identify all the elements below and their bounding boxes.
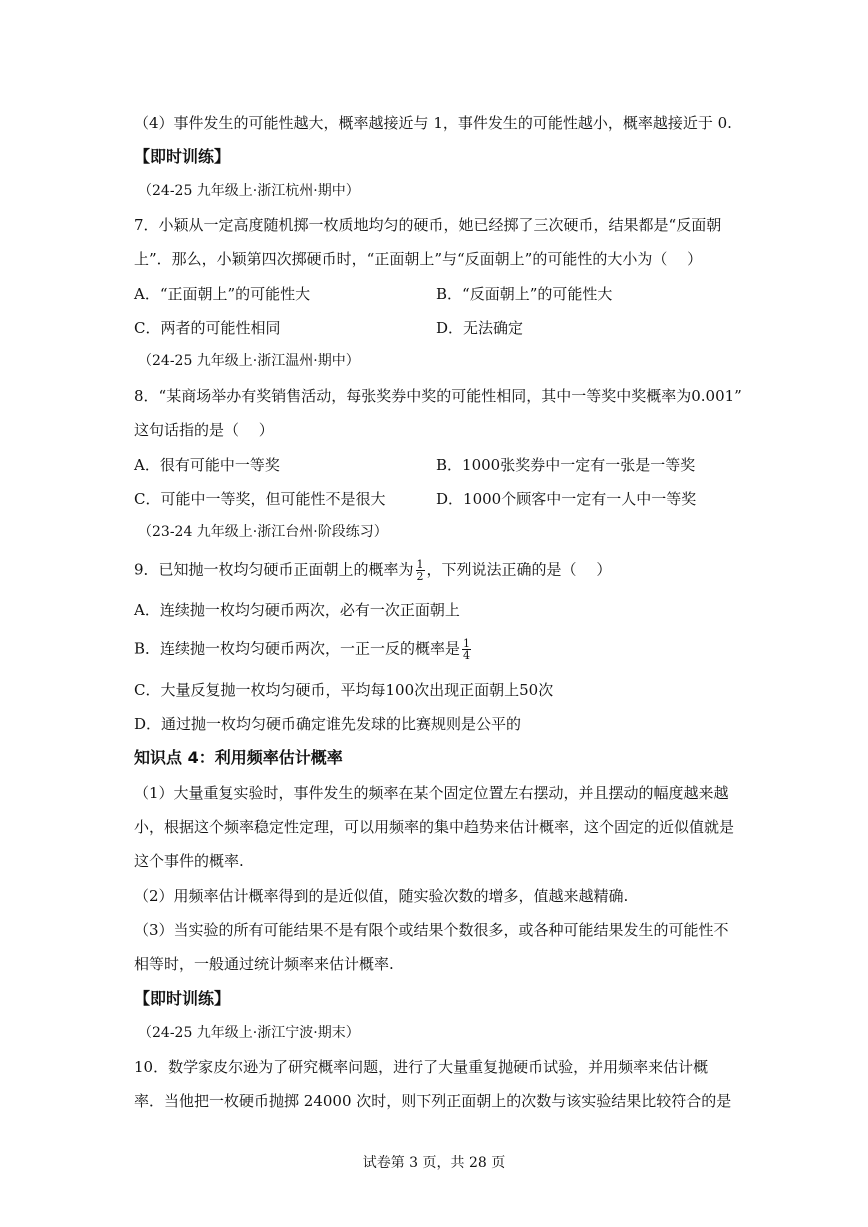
q10-stem-line2: 率．当他把一枚硬币抛掷 24000 次时，则下列正面朝上的次数与该实验结果比较符合的是 (134, 1092, 732, 1110)
kp4-paragraph-2: （2）用频率估计概率得到的是近似值，随实验次数的增多，值越来越精确. (134, 887, 629, 905)
q7-option-d: D．无法确定 (436, 319, 524, 337)
kp4-paragraph-1-line1: （1）大量重复实验时，事件发生的频率在某个固定位置左右摆动，并且摆动的幅度越来越 (134, 784, 729, 802)
q9-option-b-fraction (462, 638, 471, 661)
q9-option-b-denominator: 4 (463, 649, 471, 662)
q9-option-d: D．通过抛一枚均匀硬币确定谁先发球的比赛规则是公平的 (134, 715, 522, 733)
q7-stem-line2: 上”．那么，小颖第四次掷硬币时，“正面朝上”与“反面朝上”的可能性的大小为（ ） (134, 250, 703, 268)
q8-option-a: A．很有可能中一等奖 (134, 456, 280, 474)
q8-stem-line2: 这句话指的是（ ） (134, 421, 274, 439)
q9-option-b-numerator: 1 (463, 637, 471, 650)
kp4-paragraph-3-line2: 相等时，一般通过统计频率来估计概率. (134, 955, 394, 973)
knowledge-point-4-title: 知识点 4：利用频率估计概率 (134, 748, 343, 767)
q8-option-b: B．1000张奖券中一定有一张是一等奖 (436, 456, 696, 474)
q9-fraction (416, 559, 425, 582)
intro-paragraph-4: （4）事件发生的可能性越大，概率越接近与 1，事件发生的可能性越小，概率越接近于 0. (134, 114, 732, 132)
q9-source: （23-24 九年级上·浙江台州·阶段练习） (138, 524, 388, 540)
page-footer: 试卷第 3 页，共 28 页 (362, 1155, 506, 1171)
practice-heading-1: 【即时训练】 (134, 147, 231, 166)
kp4-paragraph-1-line2: 小，根据这个频率稳定性定理，可以用频率的集中趋势来估计概率，这个固定的近似值就是 (134, 818, 735, 836)
practice-heading-2: 【即时训练】 (134, 989, 231, 1008)
kp4-paragraph-3-line1: （3）当实验的所有可能结果不是有限个或结果个数很多，或各种可能结果发生的可能性不 (134, 921, 729, 939)
q8-stem-line1: 8．“某商场举办有奖销售活动，每张奖券中奖的可能性相同，其中一等奖中奖概率为0.001” (134, 387, 742, 405)
q10-source: （24-25 九年级上·浙江宁波·期末） (138, 1025, 360, 1041)
q8-option-c: C．可能中一等奖，但可能性不是很大 (134, 490, 386, 508)
q7-option-c: C．两者的可能性相同 (134, 319, 281, 337)
q9-option-c: C．大量反复抛一枚均匀硬币，平均每100次出现正面朝上50次 (134, 681, 554, 699)
q9-fraction-denominator: 2 (416, 570, 424, 583)
q8-source: （24-25 九年级上·浙江温州·期中） (138, 353, 360, 369)
q9-option-b-text: B．连续抛一枚均匀硬币两次，一正一反的概率是 (134, 639, 461, 658)
q9-option-b (134, 638, 473, 661)
q7-option-a: A．“正面朝上”的可能性大 (134, 285, 311, 303)
q7-option-b: B．“反面朝上”的可能性大 (436, 285, 613, 303)
q9-option-a: A．连续抛一枚均匀硬币两次，必有一次正面朝上 (134, 601, 460, 619)
q9-stem (134, 559, 611, 582)
q7-stem-line1: 7．小颖从一定高度随机掷一枚质地均匀的硬币，她已经掷了三次硬币，结果都是“反面朝 (134, 216, 722, 234)
q10-stem-line1: 10．数学家皮尔逊为了研究概率问题，进行了大量重复抛硬币试验，并用频率来估计概 (134, 1058, 709, 1076)
q7-source: （24-25 九年级上·浙江杭州·期中） (138, 183, 360, 199)
q8-option-d: D．1000个顾客中一定有一人中一等奖 (436, 490, 697, 508)
q9-fraction-numerator: 1 (416, 558, 424, 571)
q9-stem-text: 9．已知抛一枚均匀硬币正面朝上的概率为 (134, 560, 414, 579)
kp4-paragraph-1-line3: 这个事件的概率. (134, 852, 244, 870)
q9-stem-tail: ，下列说法正确的是（ ） (426, 560, 612, 579)
